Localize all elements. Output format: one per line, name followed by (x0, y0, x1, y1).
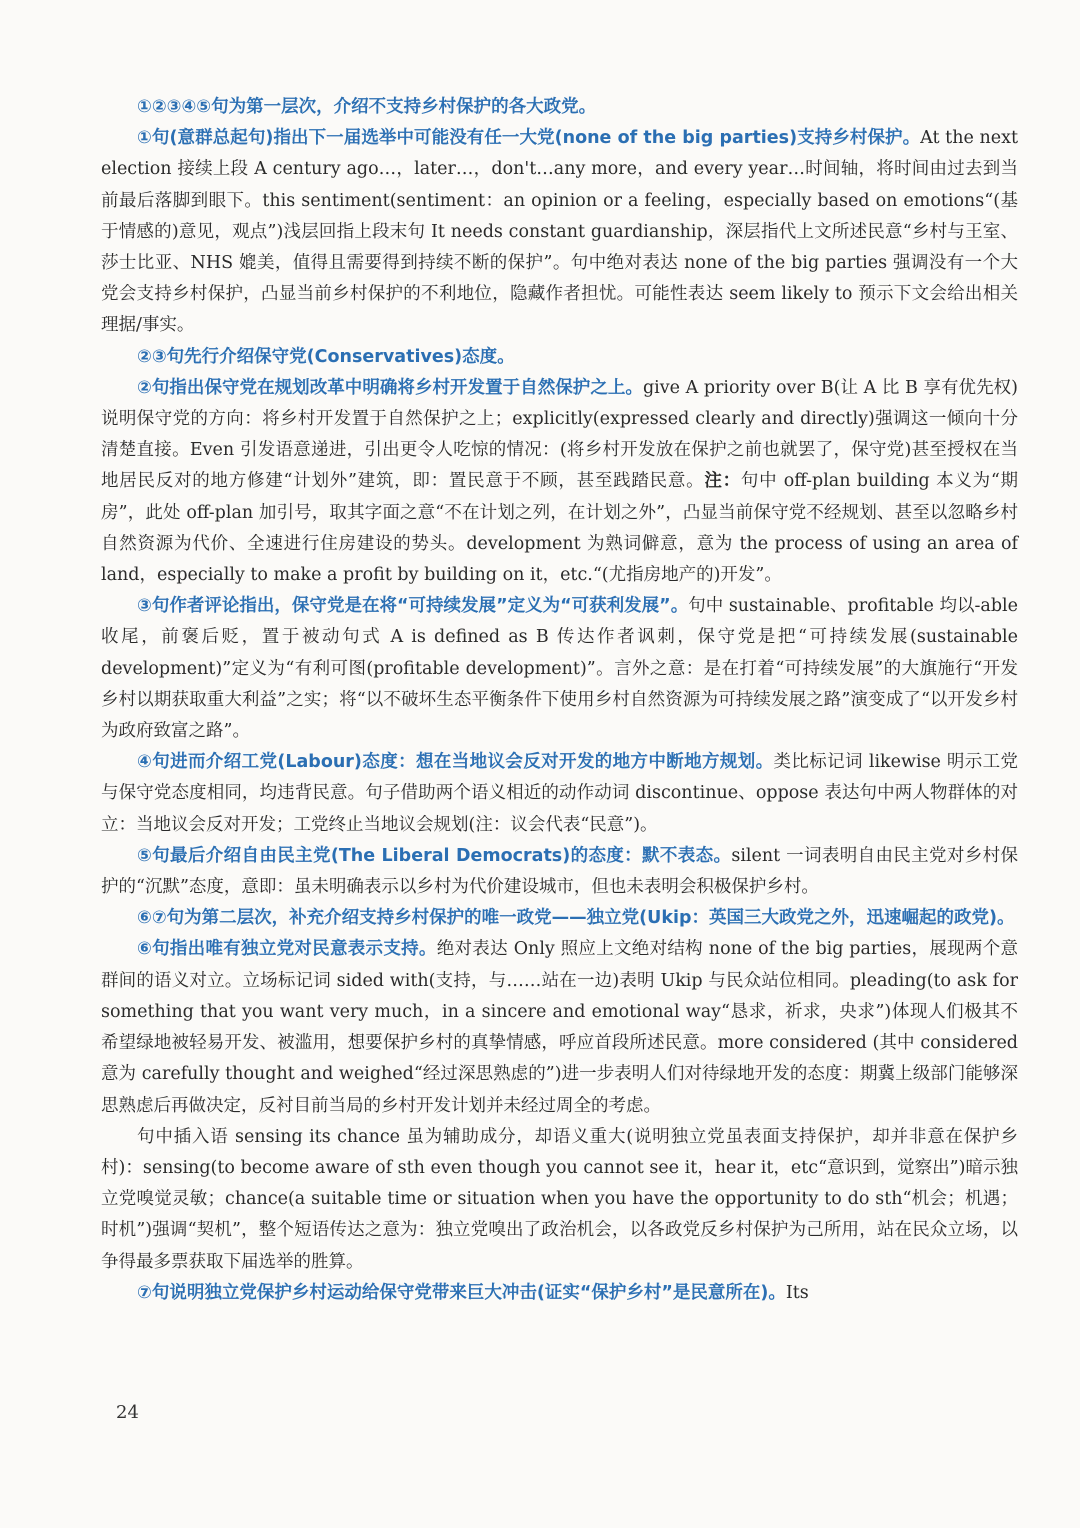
note-label: 注： (704, 471, 741, 492)
paragraph-p2 (101, 123, 1018, 341)
highlight-heading: ④句进而介绍工党(Labour)态度：想在当地议会反对开发的地方中断地方规划。 (137, 752, 774, 773)
body-text: 句中 sustainable、profitable 均以-able 收尾，前褒后贬，置于被动句式 A is defined as B 传达作者讽刺，保守党是把“可持续发展(sustainable development)”定义为“有利可图(profitable development)”。言外之意：是在打着“可持续发展”的大旗施行“开发乡村以期获取重大利益”之实；将“以不破坏生态平衡条件下使用乡村自然资源为可持续发展之路”演变成了“以开发乡村为政府致富之路”。 (101, 596, 1018, 742)
paragraph-p6 (101, 747, 1018, 841)
paragraph-p7 (101, 841, 1018, 903)
highlight-heading: ⑦句说明独立党保护乡村运动给保守党带来巨大冲击(证实“保护乡村”是民意所在)。 (137, 1282, 786, 1303)
paragraph-p8 (101, 903, 1018, 934)
page-number: 24 (116, 1402, 139, 1423)
highlight-heading: ③句作者评论指出，保守党是在将“可持续发展”定义为“可获利发展”。 (137, 596, 689, 617)
paragraph-p3 (101, 342, 1018, 373)
paragraph-p11 (101, 1278, 1018, 1309)
body-text: 句中插入语 sensing its chance 虽为辅助成分，却语义重大(说明独立党虽表面支持保护，却并非意在保护乡村)：sensing(to become aware of sth even though you cannot see it，hear it，etc“意识到，觉察出”)暗示独立党嗅觉灵敏；chance(a suitable time or situation when you have the opportunity to do sth“机会；机遇；时机”)强调“契机”，整个短语传达之意为：独立党嗅出了政治机会，以各政党反乡村保护为己所用，站在民众立场，以争得最多票获取下届选举的胜算。 (101, 1126, 1018, 1272)
body-text: give A priority over B(让 A 比 B 享有优先权)说明保守党的方向：将乡村开发置于自然保护之上；explicitly(expressed clearly and directly)强调这一倾向十分清楚直接。Even 引发语意递进，引出更令人吃惊的情况：(将乡村开发放在保护之前也就罢了，保守党)甚至授权在当地居民反对的地方修建“计划外”建筑，即：置民意于不顾，甚至践踏民意。 (101, 377, 1018, 492)
paragraph-p10 (101, 1122, 1018, 1278)
paragraph-p5 (101, 591, 1018, 747)
body-text: 句中 off-plan building 本义为“期房”，此处 off-plan 加引号，取其字面之意“不在计划之列，在计划之外”，凸显当前保守党不经规划、甚至以忽略乡村自然资源为代价、全速进行住房建设的势头。development 为熟词僻意，意为 the process of using an area of land，especially to make a profit by building on it，etc.“(尤指房地产的)开发”。 (101, 471, 1019, 586)
highlight-heading: ②句指出保守党在规划改革中明确将乡村开发置于自然保护之上。 (137, 377, 643, 398)
highlight-heading: ①句(意群总起句)指出下一届选举中可能没有任一大党(none of the big parties)支持乡村保护。 (137, 128, 921, 149)
highlight-heading: ⑤句最后介绍自由民主党(The Liberal Democrats)的态度：默不表态。 (137, 845, 732, 866)
highlight-heading: ②③句先行介绍保守党(Conservatives)态度。 (137, 346, 515, 367)
body-text: At the next election 接续上段 A century ago…，later…，don't…any more，and every year…时间轴，将时间由过去到当前最后落脚到眼下。this sentiment(sentiment：an opinion or a feeling，especially based on emotions“(基于情感的)意见，观点”)浅层回指上段末句 It needs constant guardianship，深层指代上文所述民意“乡村与王室、莎士比亚、NHS 媲美，值得且需要得到持续不断的保护”。句中绝对表达 none of the big parties 强调没有一个大党会支持乡村保护，凸显当前乡村保护的不利地位，隐藏作者担忧。可能性表达 seem likely to 预示下文会给出相关理据/事实。 (101, 128, 1018, 336)
paragraph-p1 (101, 92, 1018, 123)
document-body (101, 92, 1018, 1309)
highlight-heading: ⑥⑦句为第二层次，补充介绍支持乡村保护的唯一政党——独立党(Ukip：英国三大政党之外，迅速崛起的政党)。 (137, 908, 1015, 929)
body-text: 绝对表达 Only 照应上文绝对结构 none of the big parties，展现两个意群间的语义对立。立场标记词 sided with(支持，与……站在一边)表明 Ukip 与民众站位相同。pleading(to ask for something that you want very much，in a sincere and emotional way“恳求，祈求，央求”)体现人们极其不希望绿地被轻易开发、被滥用，想要保护乡村的真挚情感，呼应首段所述民意。more considered (其中 considered 意为 carefully thought and weighed“经过深思熟虑的”)进一步表明人们对待绿地开发的态度：期冀上级部门能够深思熟虑后再做决定，反衬目前当局的乡村开发计划并未经过周全的考虑。 (101, 939, 1018, 1116)
highlight-heading: ①②③④⑤句为第一层次，介绍不支持乡村保护的各大政党。 (137, 97, 597, 117)
body-text: 类比标记词 likewise 明示工党与保守党态度相同，均违背民意。句子借助两个语义相近的动作动词 discontinue、oppose 表达句中两人物群体的对立：当地议会反对开发；工党终止当地议会规划(注：议会代表“民意”)。 (101, 752, 1018, 835)
body-text: Its (785, 1282, 809, 1303)
paragraph-p4 (101, 373, 1018, 591)
paragraph-p9 (101, 934, 1018, 1121)
body-text: silent 一词表明自由民主党对乡村保护的“沉默”态度，意即：虽未明确表示以乡村为代价建设城市，但也未表明会积极保护乡村。 (101, 845, 1018, 898)
highlight-heading: ⑥句指出唯有独立党对民意表示支持。 (137, 939, 437, 960)
